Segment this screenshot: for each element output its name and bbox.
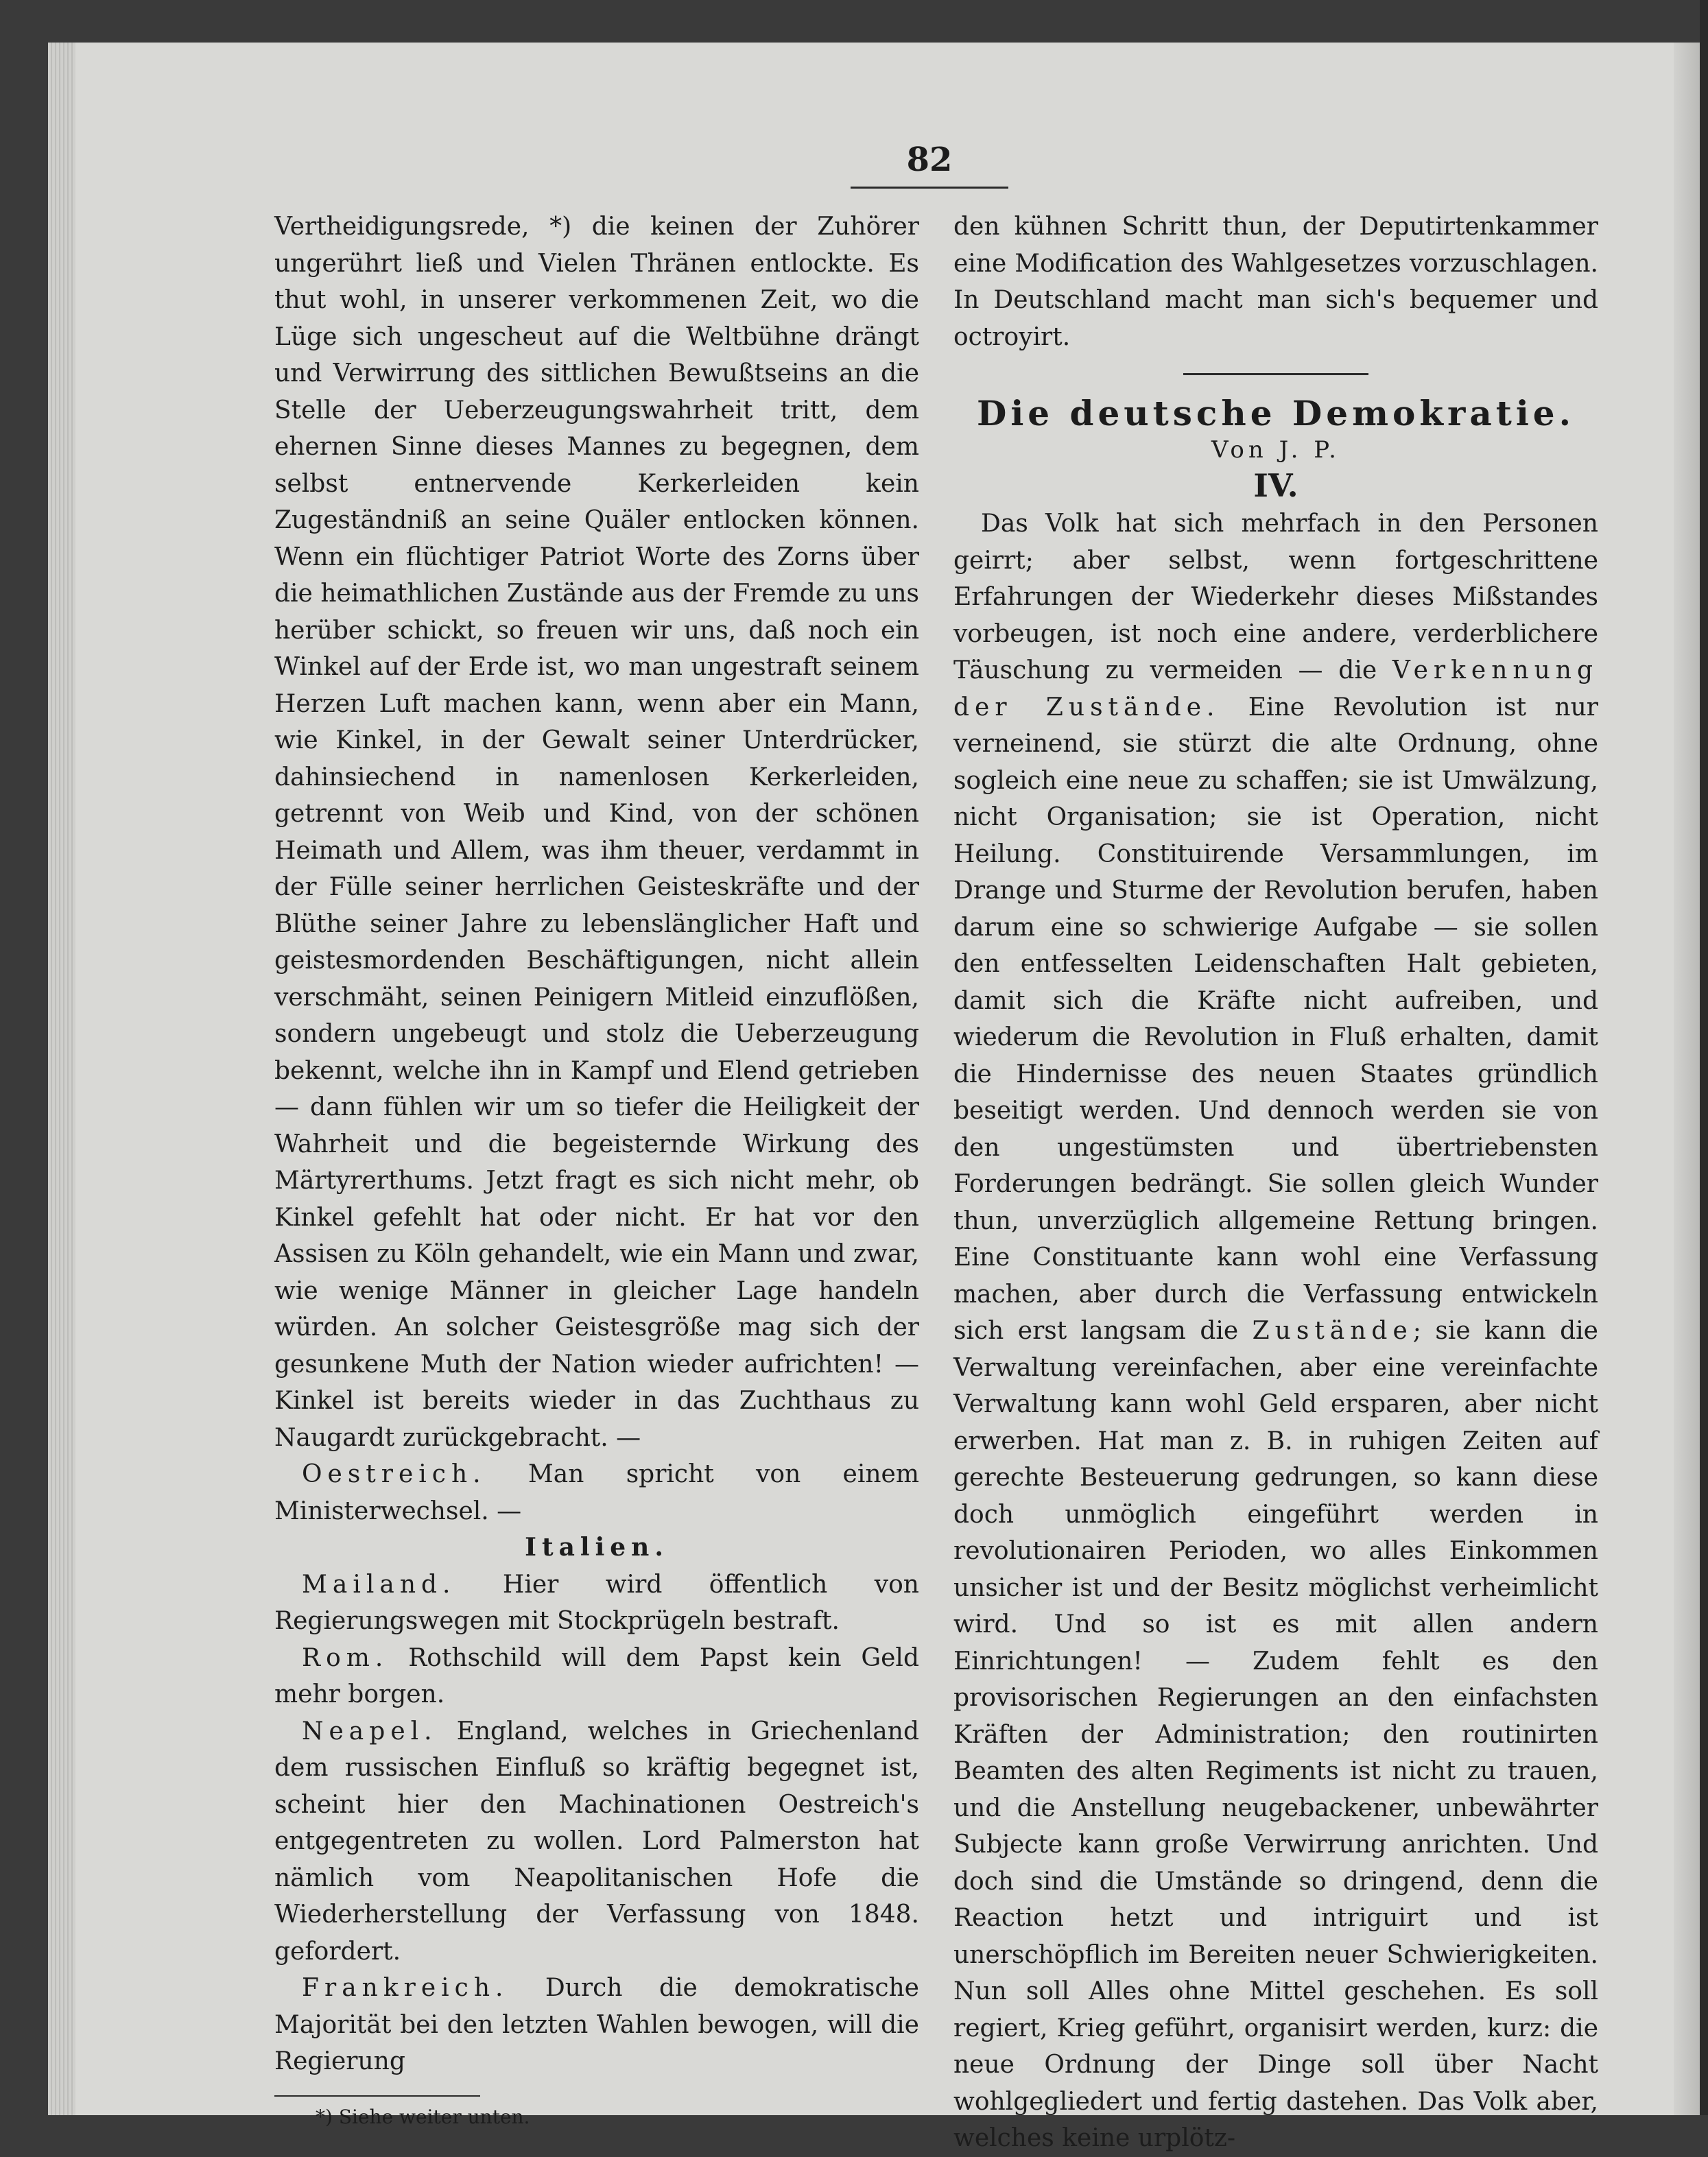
oestreich-text: Man spricht von einem Ministerwechsel. — — [274, 1460, 919, 1525]
article-body-mid: Eine Revolution ist nur verneinend, sie stürzt die alte Ordnung, ohne sogleich eine neue zu schaffen; sie ist Umwälzung, nicht Organisation; sie ist Operation, nicht Heilung. Constituirende Versammlungen, im Drange und Sturme der Revolution berufen, haben darum eine so schwierige Aufgabe — sie sollen den entfesselten Leidenschaften Halt gebieten, damit sich die Kräfte nicht aufreiben, und wiederum die Revolution in Fluß erhalten, damit die Hindernisse des neuen Staates gründlich beseitigt werden. Und dennoch werden sie von den ungestümsten und übertriebensten Forderungen bedrängt. Sie sollen gleich Wunder thun, unverzüglich allgemeine Rettung bringen. Eine Constituante kann wohl eine Verfassung machen, aber durch die Verfassung entwickeln sich erst langsam die — [953, 693, 1598, 1345]
left-column — [274, 208, 919, 2131]
article-emphasis-2: Zustände — [1252, 1317, 1413, 1345]
article-body — [953, 505, 1598, 2157]
frankreich-text: Durch die demokratische Majorität bei den letzten Wahlen bewogen, will die Regierung — [274, 1974, 919, 2075]
article-body-end: ; sie kann die Verwaltung vereinfachen, aber eine vereinfachte Verwaltung kann wohl Geld ersparen, aber nicht erwerben. Hat man z. B. in ruhigen Zeiten auf gerechte Besteuerung gedrungen, so kann diese doch unmöglich eingeführt werden in revolutionairen Perioden, wo alles Einkommen unsicher ist und der Besitz möglichst verheimlicht wird. Und so ist es mit allen andern Einrichtungen! — Zudem fehlt es den provisorischen Regierungen an den einfachsten Kräften der Administration; den routinirten Beamten des alten Regiments ist nicht zu trauen, und die Anstellung neugebackener, unbewährter Subjecte kann große Verwirrung anrichten. Und doch sind die Umstände so dringend, denn die Reaction hetzt und intriguirt und ist unerschöpflich im Bereiten neuer Schwierigkeiten. Nun soll Alles ohne Mittel geschehen. Es soll regiert, Krieg geführt, organisirt werden, kurz: die neue Ordnung der Dinge soll über Nacht wohlgegliedert und fertig dastehen. Das Volk aber, welches keine urplötz- — [953, 1317, 1598, 2152]
article-body-start: Das Volk hat sich mehrfach in den Personen geirrt; aber selbst, wenn fortgeschrittene Erfahrungen der Wiederkehr dieses Mißstandes vorbeugen, ist noch eine andere, verderblichere Täuschung zu vermeiden — die — [953, 510, 1598, 684]
footnote: *) Siehe weiter unten. — [316, 2105, 530, 2128]
mailand-text: Hier wird öffentlich von Regierungswegen mit Stockprügeln bestraft. — [274, 1570, 919, 1635]
mailand-paragraph — [274, 1566, 919, 1640]
rom-text: Rothschild will dem Papst kein Geld mehr borgen. — [274, 1643, 919, 1708]
article-title: Die deutsche Demokratie. — [976, 393, 1576, 433]
scan-background — [1700, 0, 1708, 2115]
rom-paragraph — [274, 1640, 919, 1713]
binding-edge — [1674, 43, 1701, 2115]
right-column — [953, 208, 1598, 2157]
frankreich-paragraph — [274, 1970, 919, 2080]
frankreich-continuation: den kühnen Schritt thun, der Deputirtenkammer eine Modification des Wahlgesetzes vorzuschlagen. In Deutschland macht man sich's bequemer und octroyirt. — [953, 213, 1598, 351]
section-rule — [1183, 373, 1368, 375]
frankreich-label: Frankreich. — [302, 1974, 509, 2002]
oestreich-label: Oestreich. — [302, 1460, 486, 1488]
rom-label: Rom. — [302, 1643, 389, 1672]
neapel-label: Neapel. — [302, 1717, 438, 1745]
article-part-number: IV. — [1253, 467, 1298, 504]
kinkel-paragraph: Vertheidigungsrede, *) die keinen der Zuhörer ungerührt ließ und Vielen Thränen entlockte. Es thut wohl, in unserer verkommenen Zeit, wo die Lüge sich ungescheut auf die Weltbühne drängt und Verwirrung des sittlichen Bewußtseins an die Stelle der Ueberzeugungswahrheit tritt, dem ehernen Sinne dieses Mannes zu begegnen, dem selbst entnervende Kerkerleiden kein Zugeständniß an seine Quäler entlocken können. Wenn ein flüchtiger Patriot Worte des Zorns über die heimathlichen Zustände aus der Fremde zu uns herüber schickt, so freuen wir uns, daß noch ein Winkel auf der Erde ist, wo man ungestraft seinem Herzen Luft machen kann, wenn aber ein Mann, wie Kinkel, in der Gewalt seiner Unterdrücker, dahinsiechend in namenlosen Kerkerleiden, getrennt von Weib und Kind, von der schönen Heimath und Allem, was ihm theuer, verdammt in der Fülle seiner herrlichen Geisteskräfte und der Blüthe seiner Jahre zu lebenslänglicher Haft und geistesmordenden Beschäftigungen, nicht allein verschmäht, seinen Peinigern Mitleid einzuflößen, sondern ungebeugt und stolz die Ueberzeugung bekennt, welche ihn in Kampf und Elend getrieben — dann fühlen wir um so tiefer die Heiligkeit der Wahrheit und die begeisternde Wirkung des Märtyrerthums. Jetzt fragt es sich nicht mehr, ob Kinkel gefehlt hat oder nicht. Er hat vor den Assisen zu Köln gehandelt, wie ein Mann und zwar, wie wenige Männer in gleicher Lage handeln würden. An solcher Geistesgröße mag sich der gesunkene Muth der Nation wieder aufrichten! — Kinkel ist bereits wieder in das Zuchthaus zu Naugardt zurückgebracht. — — [274, 213, 919, 1452]
page-number-rule — [851, 187, 1008, 189]
article-byline: Von J. P. — [1211, 436, 1340, 464]
page-number: 82 — [906, 141, 953, 179]
italien-heading: Italien. — [525, 1533, 669, 1562]
stacked-page-edges — [48, 43, 75, 2115]
oestreich-paragraph — [274, 1456, 919, 1529]
mailand-label: Mailand. — [302, 1570, 456, 1599]
footnote-rule — [274, 2095, 480, 2097]
neapel-paragraph — [274, 1713, 919, 1970]
neapel-text: England, welches in Griechenland dem russischen Einfluß so kräftig begegnet ist, scheint hier den Machinationen Oestreich's entgegentreten zu wollen. Lord Palmerston hat nämlich vom Neapolitanischen Hofe die Wiederherstellung der Verfassung von 1848. gefordert. — [274, 1717, 919, 1966]
article-emphasis-1: Verkennung der Zustände. — [953, 656, 1598, 722]
